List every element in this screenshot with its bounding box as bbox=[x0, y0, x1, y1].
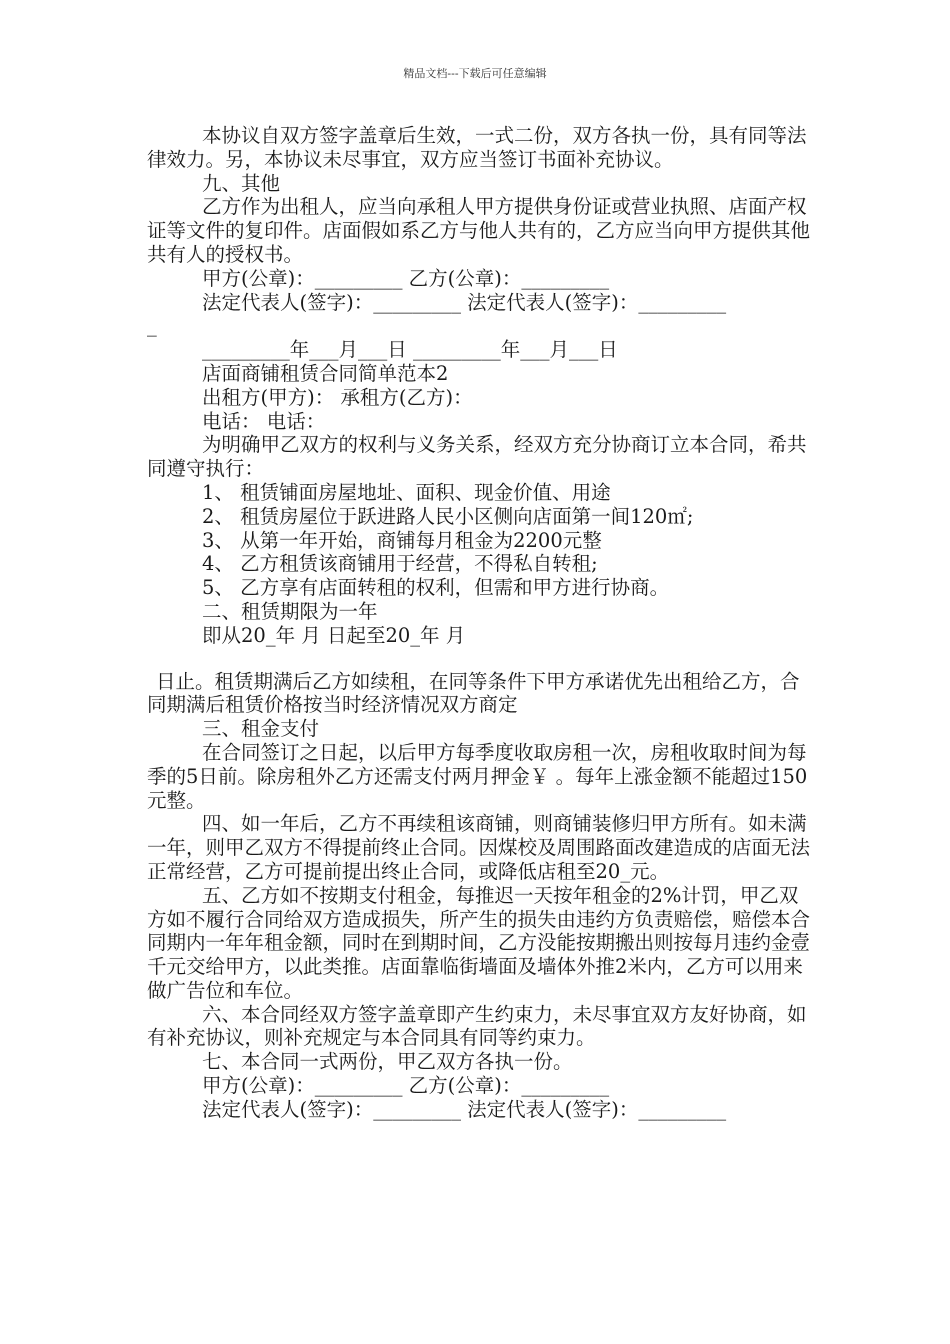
para-purpose: 为明确甲乙双方的权利与义务关系，经双方充分协商订立本合同，希共同遵守执行： bbox=[147, 433, 807, 481]
spacer bbox=[147, 648, 817, 670]
list-item-3: 3、 从第一年开始，商铺每月租金为2200元整 bbox=[202, 528, 602, 552]
contract-title: 店面商铺租赁合同简单范本2 bbox=[202, 361, 449, 385]
lease-period-line: 即从20_年 月 日起至20_年 月 bbox=[202, 623, 466, 647]
list-item-5: 5、 乙方享有店面转租的权利，但需和甲方进行协商。 bbox=[202, 576, 670, 600]
signature-seal-line: 甲方(公章)：_________ 乙方(公章)：_________ bbox=[202, 266, 610, 290]
signature-overflow-underscore: _ bbox=[147, 314, 157, 338]
para-section-seven: 七、本合同一式两份，甲乙双方各执一份。 bbox=[202, 1050, 573, 1074]
para-section-five: 五、乙方如不按期支付租金，每推迟一天按年租金的2%计罚，甲乙双方如不履行合同给双方造成损失，所产生的损失由违约方负责赔偿，赔偿本合同期内一年年租金额，同时在到期时间，乙方没能按期搬出则按每月违约金壹千元交给甲方，以此类推。店面靠临街墙面及墙体外推2米内，乙方可以用来做广告位和车位。 bbox=[147, 883, 811, 1002]
section-heading-two: 二、租赁期限为一年 bbox=[202, 599, 378, 623]
page-header: 精品文档---下载后可任意编辑 bbox=[403, 67, 547, 80]
signature-seal-line-2: 甲方(公章)：_________ 乙方(公章)：_________ bbox=[202, 1074, 610, 1098]
section-heading-nine: 九、其他 bbox=[202, 171, 281, 195]
parties-line: 出租方(甲方)： 承租方(乙方)： bbox=[202, 385, 473, 409]
document-body bbox=[147, 124, 817, 1122]
para-renewal: 日止。租赁期满后乙方如续租，在同等条件下甲方承诺优先出租给乙方，合同期满后租赁价格按当时经济情况双方商定 bbox=[147, 669, 800, 717]
para-section-six: 六、本合同经双方签字盖章即产生约束力，未尽事宜双方友好协商，如有补充协议，则补充规定与本合同具有同等约束力。 bbox=[147, 1002, 807, 1050]
para-lessor-documents: 乙方作为出租人，应当向承租人甲方提供身份证或营业执照、店面产权证等文件的复印件。店面假如系乙方与他人共有的，乙方应当向甲方提供其他共有人的授权书。 bbox=[147, 195, 811, 266]
phone-line: 电话： 电话： bbox=[202, 409, 326, 433]
para-rent-payment: 在合同签订之日起，以后甲方每季度收取房租一次，房租收取时间为每季的5日前。除房租外乙方还需支付两月押金￥ 。每年上涨金额不能超过150元整。 bbox=[147, 740, 808, 812]
list-item-1: 1、 租赁铺面房屋地址、面积、现金价值、用途 bbox=[202, 480, 611, 504]
para-section-four: 四、如一年后，乙方不再续租该商铺，则商铺装修归甲方所有。如未满一年，则甲乙双方不得提前终止合同。因煤校及周围路面改建造成的店面无法正常经营，乙方可提前提出终止合同，或降低店租至20_元。 bbox=[147, 812, 811, 883]
signature-representative-line: 法定代表人(签字)：_________ 法定代表人(签字)：_________ bbox=[202, 290, 727, 314]
list-item-2: 2、 租赁房屋位于跃进路人民小区侧向店面第一间120㎡; bbox=[202, 504, 694, 528]
signature-representative-line-2: 法定代表人(签字)：_________ 法定代表人(签字)：_________ bbox=[202, 1097, 727, 1121]
section-heading-three: 三、租金支付 bbox=[202, 717, 320, 741]
signature-date-line: _________年___月___日 _________年___月___日 bbox=[202, 338, 618, 362]
para-effective-clause: 本协议自双方签字盖章后生效，一式二份，双方各执一份，具有同等法律效力。另，本协议未尽事宜，双方应当签订书面补充协议。 bbox=[147, 124, 807, 171]
list-item-4: 4、 乙方租赁该商铺用于经营，不得私自转租; bbox=[202, 552, 598, 576]
